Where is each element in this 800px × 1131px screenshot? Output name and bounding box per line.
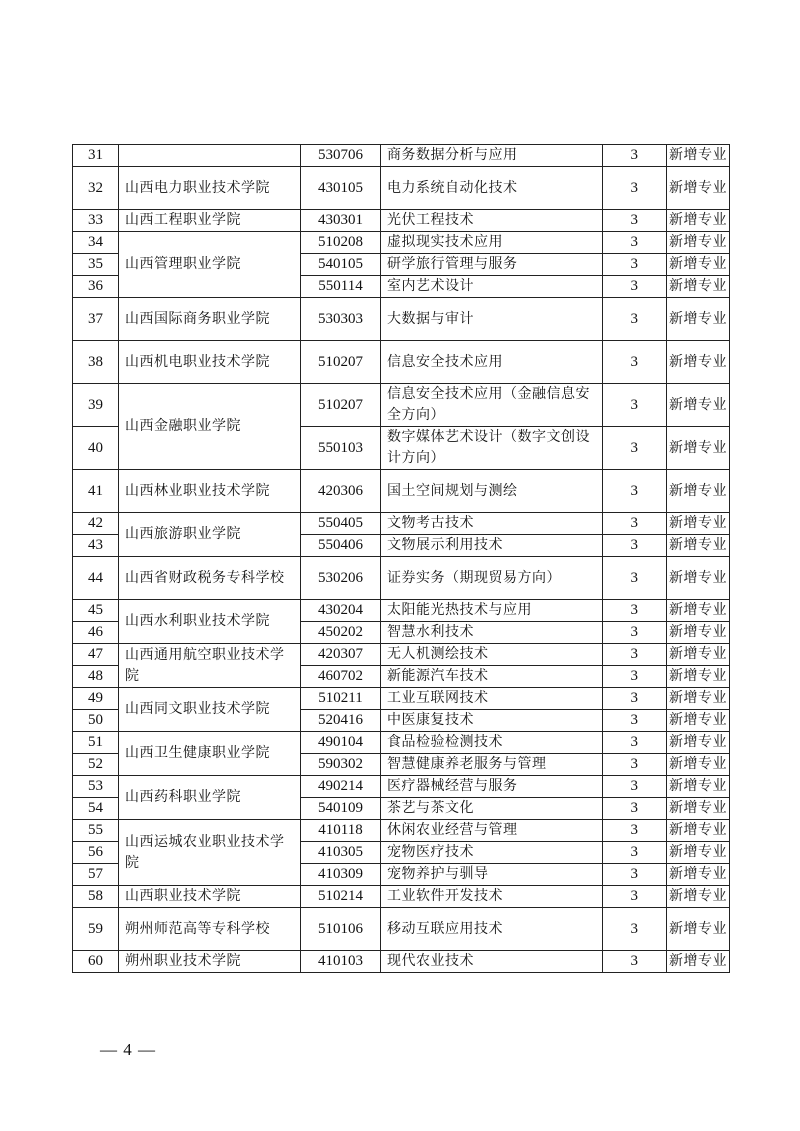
- major-code: 490104: [301, 732, 381, 754]
- table-row: [73, 232, 730, 254]
- study-years: 3: [603, 427, 667, 470]
- major-code: 550405: [301, 513, 381, 535]
- study-years: 3: [603, 341, 667, 384]
- major-type: 新增专业: [667, 732, 730, 754]
- table-row: [73, 470, 730, 513]
- table-row: [73, 776, 730, 798]
- major-name: 食品检验检测技术: [381, 732, 603, 754]
- major-code: 520416: [301, 710, 381, 732]
- row-number: 51: [73, 732, 119, 754]
- row-number: 46: [73, 622, 119, 644]
- major-code: 590302: [301, 754, 381, 776]
- table-row: [73, 951, 730, 973]
- major-type: 新增专业: [667, 210, 730, 232]
- major-type: 新增专业: [667, 145, 730, 167]
- school-name: 山西同文职业技术学院: [119, 688, 301, 732]
- row-number: 33: [73, 210, 119, 232]
- major-name: 虚拟现实技术应用: [381, 232, 603, 254]
- major-type: 新增专业: [667, 600, 730, 622]
- row-number: 48: [73, 666, 119, 688]
- school-name: 山西电力职业技术学院: [119, 167, 301, 210]
- row-number: 44: [73, 557, 119, 600]
- major-name: 移动互联应用技术: [381, 908, 603, 951]
- major-code: 460702: [301, 666, 381, 688]
- school-name: 山西旅游职业学院: [119, 513, 301, 557]
- study-years: 3: [603, 798, 667, 820]
- table-row: [73, 600, 730, 622]
- study-years: 3: [603, 167, 667, 210]
- major-list-table: [72, 144, 730, 973]
- major-type: 新增专业: [667, 820, 730, 842]
- study-years: 3: [603, 557, 667, 600]
- major-type: 新增专业: [667, 842, 730, 864]
- major-type: 新增专业: [667, 908, 730, 951]
- major-code: 420307: [301, 644, 381, 666]
- major-name: 商务数据分析与应用: [381, 145, 603, 167]
- major-type: 新增专业: [667, 167, 730, 210]
- row-number: 43: [73, 535, 119, 557]
- school-name: 山西国际商务职业学院: [119, 298, 301, 341]
- major-name: 室内艺术设计: [381, 276, 603, 298]
- major-name: 数字媒体艺术设计（数字文创设计方向）: [381, 427, 603, 470]
- major-name: 信息安全技术应用: [381, 341, 603, 384]
- row-number: 47: [73, 644, 119, 666]
- major-name: 新能源汽车技术: [381, 666, 603, 688]
- study-years: 3: [603, 688, 667, 710]
- school-name: [119, 145, 301, 167]
- major-type: 新增专业: [667, 776, 730, 798]
- major-type: 新增专业: [667, 384, 730, 427]
- table-row: [73, 384, 730, 427]
- study-years: 3: [603, 842, 667, 864]
- table-row: [73, 644, 730, 666]
- table-row: [73, 210, 730, 232]
- row-number: 39: [73, 384, 119, 427]
- page-number: — 4 —: [100, 1040, 156, 1059]
- study-years: 3: [603, 666, 667, 688]
- study-years: 3: [603, 622, 667, 644]
- study-years: 3: [603, 732, 667, 754]
- major-code: 510207: [301, 341, 381, 384]
- major-type: 新增专业: [667, 341, 730, 384]
- row-number: 36: [73, 276, 119, 298]
- major-code: 540109: [301, 798, 381, 820]
- row-number: 54: [73, 798, 119, 820]
- row-number: 41: [73, 470, 119, 513]
- row-number: 40: [73, 427, 119, 470]
- study-years: 3: [603, 276, 667, 298]
- major-type: 新增专业: [667, 864, 730, 886]
- school-name: 朔州师范高等专科学校: [119, 908, 301, 951]
- major-name: 证券实务（期现贸易方向）: [381, 557, 603, 600]
- school-name: 山西林业职业技术学院: [119, 470, 301, 513]
- school-name: 山西卫生健康职业学院: [119, 732, 301, 776]
- major-name: 光伏工程技术: [381, 210, 603, 232]
- major-type: 新增专业: [667, 513, 730, 535]
- major-name: 信息安全技术应用（金融信息安全方向）: [381, 384, 603, 427]
- table-row: [73, 732, 730, 754]
- major-type: 新增专业: [667, 798, 730, 820]
- school-name: 山西药科职业学院: [119, 776, 301, 820]
- school-name: 山西运城农业职业技术学院: [119, 820, 301, 886]
- study-years: 3: [603, 298, 667, 341]
- study-years: 3: [603, 754, 667, 776]
- school-name: 山西水利职业技术学院: [119, 600, 301, 644]
- school-name: 山西工程职业学院: [119, 210, 301, 232]
- major-code: 510211: [301, 688, 381, 710]
- major-type: 新增专业: [667, 298, 730, 341]
- table-row: [73, 688, 730, 710]
- major-code: 410118: [301, 820, 381, 842]
- table-row: [73, 167, 730, 210]
- major-code: 530206: [301, 557, 381, 600]
- study-years: 3: [603, 908, 667, 951]
- major-code: 550114: [301, 276, 381, 298]
- major-name: 现代农业技术: [381, 951, 603, 973]
- major-code: 530706: [301, 145, 381, 167]
- major-name: 研学旅行管理与服务: [381, 254, 603, 276]
- major-type: 新增专业: [667, 427, 730, 470]
- study-years: 3: [603, 864, 667, 886]
- table-row: [73, 557, 730, 600]
- major-type: 新增专业: [667, 754, 730, 776]
- study-years: 3: [603, 886, 667, 908]
- major-code: 430204: [301, 600, 381, 622]
- major-type: 新增专业: [667, 644, 730, 666]
- row-number: 34: [73, 232, 119, 254]
- row-number: 35: [73, 254, 119, 276]
- study-years: 3: [603, 232, 667, 254]
- major-code: 410309: [301, 864, 381, 886]
- row-number: 52: [73, 754, 119, 776]
- row-number: 53: [73, 776, 119, 798]
- major-name: 国土空间规划与测绘: [381, 470, 603, 513]
- major-name: 医疗器械经营与服务: [381, 776, 603, 798]
- major-name: 电力系统自动化技术: [381, 167, 603, 210]
- major-name: 工业软件开发技术: [381, 886, 603, 908]
- study-years: 3: [603, 600, 667, 622]
- major-code: 550103: [301, 427, 381, 470]
- row-number: 38: [73, 341, 119, 384]
- major-type: 新增专业: [667, 886, 730, 908]
- row-number: 58: [73, 886, 119, 908]
- school-name: 朔州职业技术学院: [119, 951, 301, 973]
- row-number: 55: [73, 820, 119, 842]
- school-name: 山西机电职业技术学院: [119, 341, 301, 384]
- study-years: 3: [603, 776, 667, 798]
- study-years: 3: [603, 644, 667, 666]
- row-number: 59: [73, 908, 119, 951]
- school-name: 山西金融职业学院: [119, 384, 301, 470]
- study-years: 3: [603, 210, 667, 232]
- major-code: 540105: [301, 254, 381, 276]
- major-type: 新增专业: [667, 276, 730, 298]
- major-type: 新增专业: [667, 232, 730, 254]
- table-row: [73, 298, 730, 341]
- school-name: 山西职业技术学院: [119, 886, 301, 908]
- table-row: [73, 145, 730, 167]
- row-number: 57: [73, 864, 119, 886]
- major-code: 420306: [301, 470, 381, 513]
- major-code: 530303: [301, 298, 381, 341]
- major-name: 文物展示利用技术: [381, 535, 603, 557]
- major-type: 新增专业: [667, 535, 730, 557]
- major-type: 新增专业: [667, 951, 730, 973]
- major-type: 新增专业: [667, 710, 730, 732]
- major-code: 510207: [301, 384, 381, 427]
- school-name: 山西通用航空职业技术学院: [119, 644, 301, 688]
- major-name: 文物考古技术: [381, 513, 603, 535]
- table-row: [73, 886, 730, 908]
- row-number: 37: [73, 298, 119, 341]
- major-code: 410305: [301, 842, 381, 864]
- major-code: 510208: [301, 232, 381, 254]
- major-name: 太阳能光热技术与应用: [381, 600, 603, 622]
- major-code: 430301: [301, 210, 381, 232]
- row-number: 56: [73, 842, 119, 864]
- row-number: 32: [73, 167, 119, 210]
- school-name: 山西省财政税务专科学校: [119, 557, 301, 600]
- major-name: 休闲农业经营与管理: [381, 820, 603, 842]
- row-number: 31: [73, 145, 119, 167]
- major-code: 490214: [301, 776, 381, 798]
- major-code: 430105: [301, 167, 381, 210]
- study-years: 3: [603, 535, 667, 557]
- major-type: 新增专业: [667, 557, 730, 600]
- row-number: 50: [73, 710, 119, 732]
- row-number: 60: [73, 951, 119, 973]
- major-name: 智慧水利技术: [381, 622, 603, 644]
- major-name: 工业互联网技术: [381, 688, 603, 710]
- study-years: 3: [603, 145, 667, 167]
- major-type: 新增专业: [667, 254, 730, 276]
- study-years: 3: [603, 513, 667, 535]
- row-number: 42: [73, 513, 119, 535]
- major-code: 510106: [301, 908, 381, 951]
- row-number: 49: [73, 688, 119, 710]
- study-years: 3: [603, 710, 667, 732]
- study-years: 3: [603, 384, 667, 427]
- table-row: [73, 341, 730, 384]
- major-name: 智慧健康养老服务与管理: [381, 754, 603, 776]
- major-name: 无人机测绘技术: [381, 644, 603, 666]
- major-type: 新增专业: [667, 666, 730, 688]
- major-type: 新增专业: [667, 688, 730, 710]
- study-years: 3: [603, 820, 667, 842]
- major-code: 550406: [301, 535, 381, 557]
- study-years: 3: [603, 951, 667, 973]
- major-type: 新增专业: [667, 622, 730, 644]
- major-code: 510214: [301, 886, 381, 908]
- major-code: 450202: [301, 622, 381, 644]
- study-years: 3: [603, 254, 667, 276]
- major-name: 茶艺与茶文化: [381, 798, 603, 820]
- row-number: 45: [73, 600, 119, 622]
- school-name: 山西管理职业学院: [119, 232, 301, 298]
- study-years: 3: [603, 470, 667, 513]
- major-name: 大数据与审计: [381, 298, 603, 341]
- table-row: [73, 820, 730, 842]
- table-row: [73, 908, 730, 951]
- major-type: 新增专业: [667, 470, 730, 513]
- major-code: 410103: [301, 951, 381, 973]
- major-name: 中医康复技术: [381, 710, 603, 732]
- major-name: 宠物养护与驯导: [381, 864, 603, 886]
- major-name: 宠物医疗技术: [381, 842, 603, 864]
- table-row: [73, 513, 730, 535]
